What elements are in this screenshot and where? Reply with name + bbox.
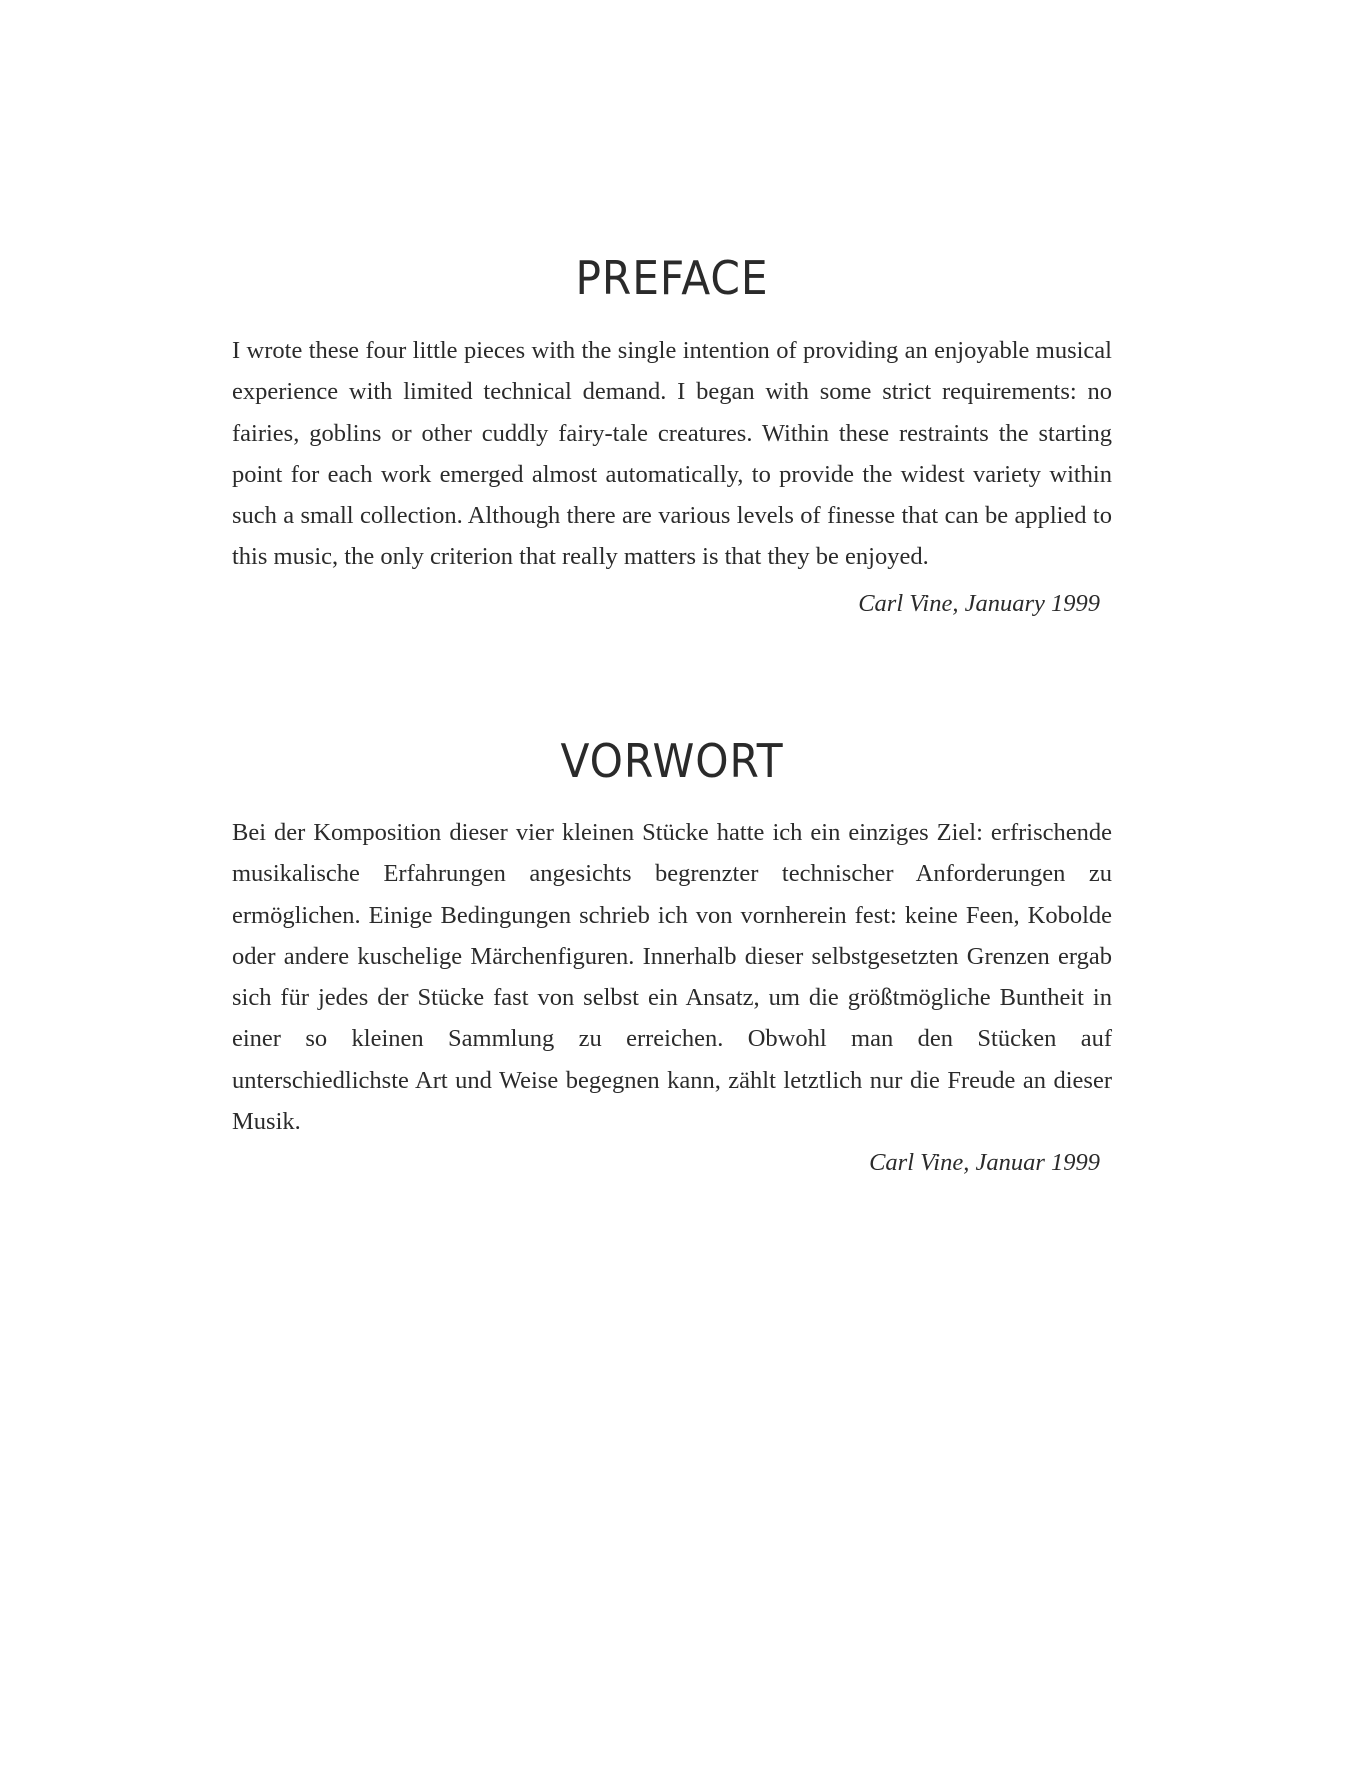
vorwort-signature: Carl Vine, Januar 1999 <box>869 1149 1100 1177</box>
preface-heading: PREFACE <box>575 251 769 305</box>
preface-section <box>232 251 1112 618</box>
vorwort-body: Bei der Komposition dieser vier kleinen Stücke hatte ich ein einziges Ziel: erfrischende musikalische Erfahrungen angesichts begrenzter technischer Anforderungen zu ermöglichen. Einige Bedingungen schrieb ich von vornherein fest: keine Feen, Kobolde oder andere kuschelige Märchenfiguren. Innerhalb dieser selbstgesetzten Grenzen ergab sich für jedes der Stücke fast von selbst ein Ansatz, um die größtmögliche Buntheit in einer so kleinen Sammlung zu erreichen. Obwohl man den Stücken auf unterschiedlichste Art und Weise begegnen kann, zählt letztlich nur die Freude an dieser Musik. <box>232 819 1112 1136</box>
preface-body: I wrote these four little pieces with the single intention of providing an enjoyable musical experience with limited technical demand. I began with some strict requirements: no fairies, goblins or other cuddly fairy-tale creatures. Within these restraints the starting point for each work emerged almost automatically, to provide the widest variety within such a small collection. Although there are various levels of finesse that can be applied to this music, the only criterion that really matters is that they be enjoyed. <box>232 337 1112 571</box>
preface-signature: Carl Vine, January 1999 <box>858 589 1100 617</box>
vorwort-section <box>232 734 1112 1177</box>
vorwort-heading: VORWORT <box>560 734 784 788</box>
